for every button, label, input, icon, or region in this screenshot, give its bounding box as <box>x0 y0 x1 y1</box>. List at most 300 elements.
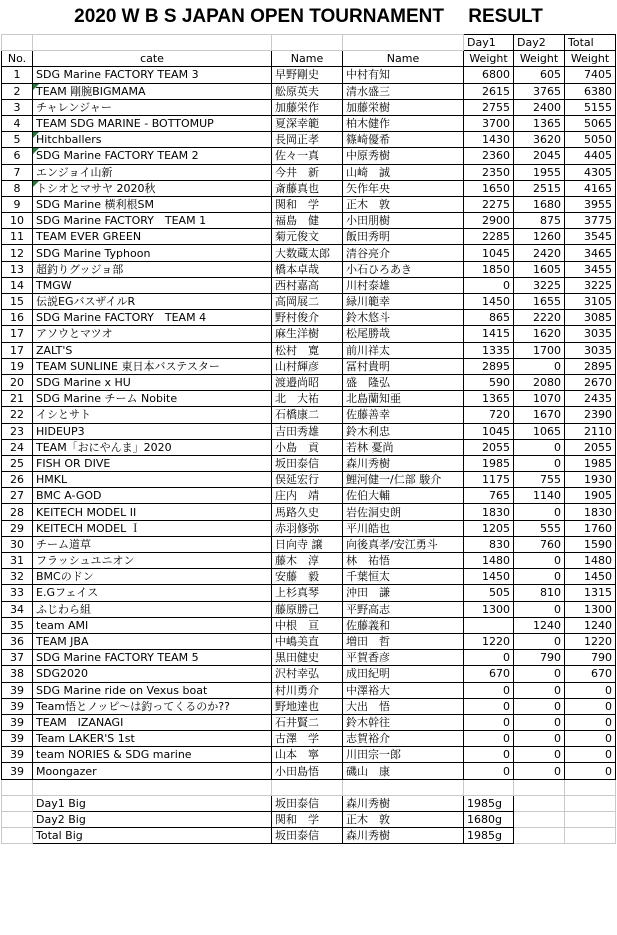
day2-weight-cell: 0 <box>514 439 565 455</box>
day1-weight-cell: 0 <box>464 763 514 779</box>
angler2-cell: 沖田 謙 <box>343 585 464 601</box>
angler1-cell: 石井賢二 <box>272 714 343 730</box>
angler2-cell: 岩佐洞史朗 <box>343 504 464 520</box>
day2-weight-cell: 1955 <box>514 164 565 180</box>
team-cell: チーム道草 <box>33 536 272 552</box>
angler2-cell: 千葉恒太 <box>343 569 464 585</box>
angler2-cell: 篠崎優希 <box>343 132 464 148</box>
day1-weight-cell: 3700 <box>464 115 514 131</box>
angler2-cell: 佐伯大輔 <box>343 488 464 504</box>
rank-cell: 31 <box>2 553 33 569</box>
table-row <box>2 180 616 196</box>
angler2-cell: 中村有知 <box>343 67 464 83</box>
rank-cell: 39 <box>2 682 33 698</box>
team-cell: TEAM 剛腕BIGMAMA <box>33 83 272 99</box>
angler1-cell: 黒田健史 <box>272 650 343 666</box>
rank-cell: 11 <box>2 229 33 245</box>
day2-weight-cell: 2080 <box>514 374 565 390</box>
day2-weight-cell: 875 <box>514 213 565 229</box>
team-cell: team NORIES & SDG marine <box>33 747 272 763</box>
total-weight-cell: 3035 <box>565 342 616 358</box>
rank-cell: 25 <box>2 455 33 471</box>
day2-weight-cell: 0 <box>514 714 565 730</box>
total-weight-cell: 3105 <box>565 294 616 310</box>
rank-cell: 26 <box>2 472 33 488</box>
total-weight-cell: 790 <box>565 650 616 666</box>
table-row <box>2 277 616 293</box>
total-weight-cell: 0 <box>565 698 616 714</box>
table-row <box>2 358 616 374</box>
total-weight-cell: 6380 <box>565 83 616 99</box>
day2-weight-cell: 2420 <box>514 245 565 261</box>
angler2-cell: 小石ひろあき <box>343 261 464 277</box>
total-weight-cell: 0 <box>565 747 616 763</box>
table-row <box>2 196 616 212</box>
angler1-cell: 中根 亘 <box>272 617 343 633</box>
angler2-cell: 川田宗一郎 <box>343 747 464 763</box>
table-row <box>2 407 616 423</box>
total-weight-cell: 1240 <box>565 617 616 633</box>
total-weight-cell: 3775 <box>565 213 616 229</box>
angler1-cell: 中嶋美直 <box>272 633 343 649</box>
day2-weight-cell: 3620 <box>514 132 565 148</box>
day2-weight-cell: 0 <box>514 731 565 747</box>
angler1-cell: 村川勇介 <box>272 682 343 698</box>
table-row <box>2 391 616 407</box>
angler2-cell: 加藤栄樹 <box>343 99 464 115</box>
header-row <box>2 51 616 67</box>
day2-weight-cell: 605 <box>514 67 565 83</box>
day2-weight-cell: 0 <box>514 358 565 374</box>
angler1-cell: 山本 寧 <box>272 747 343 763</box>
header-name2: Name <box>343 51 464 67</box>
big-weight-cell: 1985g <box>464 795 514 811</box>
angler2-cell: 平野高志 <box>343 601 464 617</box>
day1-weight-cell: 1205 <box>464 520 514 536</box>
rank-cell: 33 <box>2 585 33 601</box>
day2-weight-cell: 2400 <box>514 99 565 115</box>
day1-weight-cell: 2285 <box>464 229 514 245</box>
angler2-cell: 冨村貴明 <box>343 358 464 374</box>
day2-weight-cell: 0 <box>514 763 565 779</box>
angler1-cell: 早野剛史 <box>272 67 343 83</box>
angler2-cell: 鈴木利忠 <box>343 423 464 439</box>
team-cell: FISH OR DIVE <box>33 455 272 471</box>
header-name1: Name <box>272 51 343 67</box>
team-cell: Team LAKER'S 1st <box>33 731 272 747</box>
day2-weight-cell: 810 <box>514 585 565 601</box>
rank-cell: 7 <box>2 164 33 180</box>
team-cell: フラッシュユニオン <box>33 553 272 569</box>
day2-weight-cell: 755 <box>514 472 565 488</box>
total-weight-cell: 670 <box>565 666 616 682</box>
header-total: Total <box>565 35 616 51</box>
angler2-cell: 若林 憂尚 <box>343 439 464 455</box>
angler2-cell: 緑川範幸 <box>343 294 464 310</box>
day1-weight-cell: 2275 <box>464 196 514 212</box>
day2-weight-cell: 1065 <box>514 423 565 439</box>
day2-weight-cell: 0 <box>514 455 565 471</box>
angler1-cell: 北 大祐 <box>272 391 343 407</box>
day1-weight-cell: 670 <box>464 666 514 682</box>
total-weight-cell: 1760 <box>565 520 616 536</box>
table-row <box>2 488 616 504</box>
total-weight-cell: 1480 <box>565 553 616 569</box>
total-weight-cell: 3545 <box>565 229 616 245</box>
day1-weight-cell: 1175 <box>464 472 514 488</box>
angler2-cell: 鈴木幹往 <box>343 714 464 730</box>
rank-cell: 10 <box>2 213 33 229</box>
rank-cell: 19 <box>2 358 33 374</box>
day1-weight-cell: 0 <box>464 698 514 714</box>
angler1-cell: 石橋康二 <box>272 407 343 423</box>
day2-weight-cell: 1605 <box>514 261 565 277</box>
rank-cell: 32 <box>2 569 33 585</box>
angler2-cell: 山崎 誠 <box>343 164 464 180</box>
angler1-cell: 松村 寛 <box>272 342 343 358</box>
rank-cell: 39 <box>2 698 33 714</box>
team-cell: SDG Marine Typhoon <box>33 245 272 261</box>
total-weight-cell: 1985 <box>565 455 616 471</box>
team-cell: HIDEUP3 <box>33 423 272 439</box>
team-cell: SDG Marine 横利根SM <box>33 196 272 212</box>
day1-weight-cell: 0 <box>464 714 514 730</box>
total-weight-cell: 3035 <box>565 326 616 342</box>
angler1-cell: 舩原英夫 <box>272 83 343 99</box>
rank-cell: 6 <box>2 148 33 164</box>
rank-cell: 22 <box>2 407 33 423</box>
total-weight-cell: 3455 <box>565 261 616 277</box>
day1-weight-cell: 2055 <box>464 439 514 455</box>
day1-weight-cell: 0 <box>464 650 514 666</box>
day2-weight-cell: 760 <box>514 536 565 552</box>
total-weight-cell: 2895 <box>565 358 616 374</box>
table-row <box>2 617 616 633</box>
day2-weight-cell: 2045 <box>514 148 565 164</box>
table-row <box>2 439 616 455</box>
team-cell: BMCのドン <box>33 569 272 585</box>
team-cell: エンジョイ山新 <box>33 164 272 180</box>
empty-cell <box>33 779 272 795</box>
angler1-cell: 西村嘉高 <box>272 277 343 293</box>
table-row <box>2 374 616 390</box>
team-cell: トシオとマサヤ 2020秋 <box>33 180 272 196</box>
day1-weight-cell: 1450 <box>464 294 514 310</box>
empty-cell <box>514 828 565 844</box>
table-row <box>2 585 616 601</box>
day2-weight-cell: 1260 <box>514 229 565 245</box>
rank-cell: 13 <box>2 261 33 277</box>
day2-weight-cell: 0 <box>514 682 565 698</box>
angler2-cell: 清谷亮介 <box>343 245 464 261</box>
day1-weight-cell: 2360 <box>464 148 514 164</box>
team-cell: Hitchballers <box>33 132 272 148</box>
total-weight-cell: 0 <box>565 731 616 747</box>
rank-cell: 2 <box>2 83 33 99</box>
day1-weight-cell: 1045 <box>464 423 514 439</box>
angler2-cell: 森川秀樹 <box>343 455 464 471</box>
day2-weight-cell: 3225 <box>514 277 565 293</box>
day2-weight-cell: 2220 <box>514 310 565 326</box>
rank-cell: 30 <box>2 536 33 552</box>
team-cell: TEAM JBA <box>33 633 272 649</box>
team-cell: KEITECH MODEL II <box>33 504 272 520</box>
rank-cell: 29 <box>2 520 33 536</box>
total-weight-cell: 5155 <box>565 99 616 115</box>
day2-weight-cell: 2515 <box>514 180 565 196</box>
table-row <box>2 261 616 277</box>
day1-weight-cell: 1220 <box>464 633 514 649</box>
day2-weight-cell: 1680 <box>514 196 565 212</box>
table-row <box>2 115 616 131</box>
header-row-days <box>2 35 616 51</box>
angler2-cell: 鈴木悠斗 <box>343 310 464 326</box>
day2-weight-cell: 1140 <box>514 488 565 504</box>
table-row <box>2 731 616 747</box>
day2-weight-cell: 790 <box>514 650 565 666</box>
big-fish-row <box>2 828 616 844</box>
team-cell: E.Gフェイス <box>33 585 272 601</box>
table-row <box>2 164 616 180</box>
team-cell: SDG Marine FACTORY TEAM 5 <box>33 650 272 666</box>
day2-weight-cell: 1070 <box>514 391 565 407</box>
total-weight-cell: 1450 <box>565 569 616 585</box>
angler2-cell: 成田紀明 <box>343 666 464 682</box>
table-row <box>2 698 616 714</box>
total-weight-cell: 4405 <box>565 148 616 164</box>
day2-weight-cell: 555 <box>514 520 565 536</box>
day1-weight-cell: 1450 <box>464 569 514 585</box>
day1-weight-cell: 1830 <box>464 504 514 520</box>
total-weight-cell: 2055 <box>565 439 616 455</box>
day1-weight-cell: 590 <box>464 374 514 390</box>
rank-cell: 35 <box>2 617 33 633</box>
total-weight-cell: 5050 <box>565 132 616 148</box>
total-weight-cell: 0 <box>565 763 616 779</box>
angler2-cell: 平川皓也 <box>343 520 464 536</box>
team-cell: イシとサト <box>33 407 272 423</box>
rank-cell: 39 <box>2 747 33 763</box>
table-row <box>2 245 616 261</box>
header-weight-total: Weight <box>565 51 616 67</box>
results-table <box>1 34 616 844</box>
team-cell: 伝説EGバスザイルR <box>33 294 272 310</box>
angler1-cell: 上杉真琴 <box>272 585 343 601</box>
angler1-cell: 赤羽修弥 <box>272 520 343 536</box>
team-cell: Team悟とノッピ〜は釣ってくるのか?? <box>33 698 272 714</box>
day1-weight-cell: 1430 <box>464 132 514 148</box>
rank-cell: 39 <box>2 714 33 730</box>
angler1-cell: 菊元俊文 <box>272 229 343 245</box>
big-angler1-cell: 坂田泰信 <box>272 795 343 811</box>
day2-weight-cell: 1670 <box>514 407 565 423</box>
team-cell: TMGW <box>33 277 272 293</box>
rank-cell: 1 <box>2 67 33 83</box>
table-row <box>2 310 616 326</box>
angler2-cell: 佐藤善幸 <box>343 407 464 423</box>
total-weight-cell: 3465 <box>565 245 616 261</box>
team-cell: SDG Marine FACTORY TEAM 4 <box>33 310 272 326</box>
big-angler2-cell: 森川秀樹 <box>343 795 464 811</box>
total-weight-cell: 1300 <box>565 601 616 617</box>
angler2-cell: 小田朋樹 <box>343 213 464 229</box>
day1-weight-cell <box>464 617 514 633</box>
total-weight-cell: 2110 <box>565 423 616 439</box>
angler1-cell: 沢村幸弘 <box>272 666 343 682</box>
angler1-cell: 小田島悟 <box>272 763 343 779</box>
angler1-cell: 野村俊介 <box>272 310 343 326</box>
empty-cell <box>2 828 33 844</box>
day1-weight-cell: 2895 <box>464 358 514 374</box>
day2-weight-cell: 1700 <box>514 342 565 358</box>
total-weight-cell: 3955 <box>565 196 616 212</box>
angler2-cell: 中原秀樹 <box>343 148 464 164</box>
total-weight-cell: 1590 <box>565 536 616 552</box>
table-row <box>2 99 616 115</box>
day1-weight-cell: 720 <box>464 407 514 423</box>
day2-weight-cell: 0 <box>514 601 565 617</box>
total-weight-cell: 5065 <box>565 115 616 131</box>
angler2-cell: 川村泰雄 <box>343 277 464 293</box>
team-cell: SDG2020 <box>33 666 272 682</box>
rank-cell: 17 <box>2 326 33 342</box>
empty-cell <box>565 811 616 827</box>
total-weight-cell: 4305 <box>565 164 616 180</box>
angler1-cell: 大数蔵太郎 <box>272 245 343 261</box>
big-angler2-cell: 森川秀樹 <box>343 828 464 844</box>
team-cell: TEAM SDG MARINE - BOTTOMUP <box>33 115 272 131</box>
big-fish-row <box>2 811 616 827</box>
total-weight-cell: 4165 <box>565 180 616 196</box>
rank-cell: 3 <box>2 99 33 115</box>
big-label-cell: Total Big <box>33 828 272 844</box>
angler2-cell: 鯉河健一/仁部 駿介 <box>343 472 464 488</box>
big-fish-row <box>2 795 616 811</box>
day1-weight-cell: 1480 <box>464 553 514 569</box>
day1-weight-cell: 1045 <box>464 245 514 261</box>
team-cell: BMC A-GOD <box>33 488 272 504</box>
angler2-cell: 増田 哲 <box>343 633 464 649</box>
header-weight-day2: Weight <box>514 51 565 67</box>
header-cate: cate <box>33 51 272 67</box>
big-label-cell: Day2 Big <box>33 811 272 827</box>
day1-weight-cell: 2615 <box>464 83 514 99</box>
total-weight-cell: 2390 <box>565 407 616 423</box>
total-weight-cell: 7405 <box>565 67 616 83</box>
angler1-cell: 今井 新 <box>272 164 343 180</box>
rank-cell: 39 <box>2 731 33 747</box>
angler2-cell: 磯山 康 <box>343 763 464 779</box>
angler2-cell: 矢作年央 <box>343 180 464 196</box>
rank-cell: 15 <box>2 294 33 310</box>
day2-weight-cell: 3765 <box>514 83 565 99</box>
day1-weight-cell: 1365 <box>464 391 514 407</box>
total-weight-cell: 3085 <box>565 310 616 326</box>
rank-cell: 36 <box>2 633 33 649</box>
day2-weight-cell: 1655 <box>514 294 565 310</box>
header-day2: Day2 <box>514 35 565 51</box>
table-row <box>2 666 616 682</box>
day1-weight-cell: 830 <box>464 536 514 552</box>
angler1-cell: 古澤 学 <box>272 731 343 747</box>
day1-weight-cell: 6800 <box>464 67 514 83</box>
team-cell: TEAM「おにやんま」2020 <box>33 439 272 455</box>
big-angler1-cell: 関和 学 <box>272 811 343 827</box>
day1-weight-cell: 865 <box>464 310 514 326</box>
total-weight-cell: 1930 <box>565 472 616 488</box>
angler1-cell: 麻生洋樹 <box>272 326 343 342</box>
day2-weight-cell: 1620 <box>514 326 565 342</box>
angler1-cell: 夏深幸範 <box>272 115 343 131</box>
table-row <box>2 294 616 310</box>
day1-weight-cell: 1985 <box>464 455 514 471</box>
header-no: No. <box>2 51 33 67</box>
day1-weight-cell: 0 <box>464 747 514 763</box>
table-row <box>2 472 616 488</box>
table-row <box>2 455 616 471</box>
angler1-cell: 加藤栄作 <box>272 99 343 115</box>
team-cell: SDG Marine ride on Vexus boat <box>33 682 272 698</box>
angler1-cell: 坂田泰信 <box>272 455 343 471</box>
empty-cell <box>514 779 565 795</box>
day1-weight-cell: 1335 <box>464 342 514 358</box>
angler2-cell: 志賀裕介 <box>343 731 464 747</box>
rank-cell: 37 <box>2 650 33 666</box>
rank-cell: 27 <box>2 488 33 504</box>
team-cell: ZALT'S <box>33 342 272 358</box>
rank-cell: 28 <box>2 504 33 520</box>
empty-cell <box>565 795 616 811</box>
angler1-cell: 渡邉尚昭 <box>272 374 343 390</box>
day1-weight-cell: 0 <box>464 682 514 698</box>
angler2-cell: 盛 隆弘 <box>343 374 464 390</box>
table-row <box>2 423 616 439</box>
rank-cell: 12 <box>2 245 33 261</box>
total-weight-cell: 0 <box>565 714 616 730</box>
day2-weight-cell: 0 <box>514 747 565 763</box>
day1-weight-cell: 1415 <box>464 326 514 342</box>
team-cell: TEAM EVER GREEN <box>33 229 272 245</box>
total-weight-cell: 0 <box>565 682 616 698</box>
angler1-cell: 斎藤真也 <box>272 180 343 196</box>
day1-weight-cell: 505 <box>464 585 514 601</box>
rank-cell: 5 <box>2 132 33 148</box>
header-weight-day1: Weight <box>464 51 514 67</box>
rank-cell: 20 <box>2 374 33 390</box>
team-cell: Moongazer <box>33 763 272 779</box>
angler1-cell: 藤木 淳 <box>272 553 343 569</box>
angler2-cell: 前川祥太 <box>343 342 464 358</box>
rank-cell: 39 <box>2 763 33 779</box>
angler1-cell: 関和 学 <box>272 196 343 212</box>
angler2-cell: 大出 悟 <box>343 698 464 714</box>
rank-cell: 23 <box>2 423 33 439</box>
day1-weight-cell: 765 <box>464 488 514 504</box>
team-cell: SDG Marine チーム Nobite <box>33 391 272 407</box>
table-row <box>2 83 616 99</box>
day1-weight-cell: 1650 <box>464 180 514 196</box>
header-day1: Day1 <box>464 35 514 51</box>
team-cell: アソウとマツオ <box>33 326 272 342</box>
table-row <box>2 650 616 666</box>
day2-weight-cell: 0 <box>514 633 565 649</box>
team-cell: team AMI <box>33 617 272 633</box>
table-row <box>2 682 616 698</box>
angler1-cell: 俣延宏行 <box>272 472 343 488</box>
results-body <box>2 35 616 844</box>
table-row <box>2 67 616 83</box>
day2-weight-cell: 1240 <box>514 617 565 633</box>
